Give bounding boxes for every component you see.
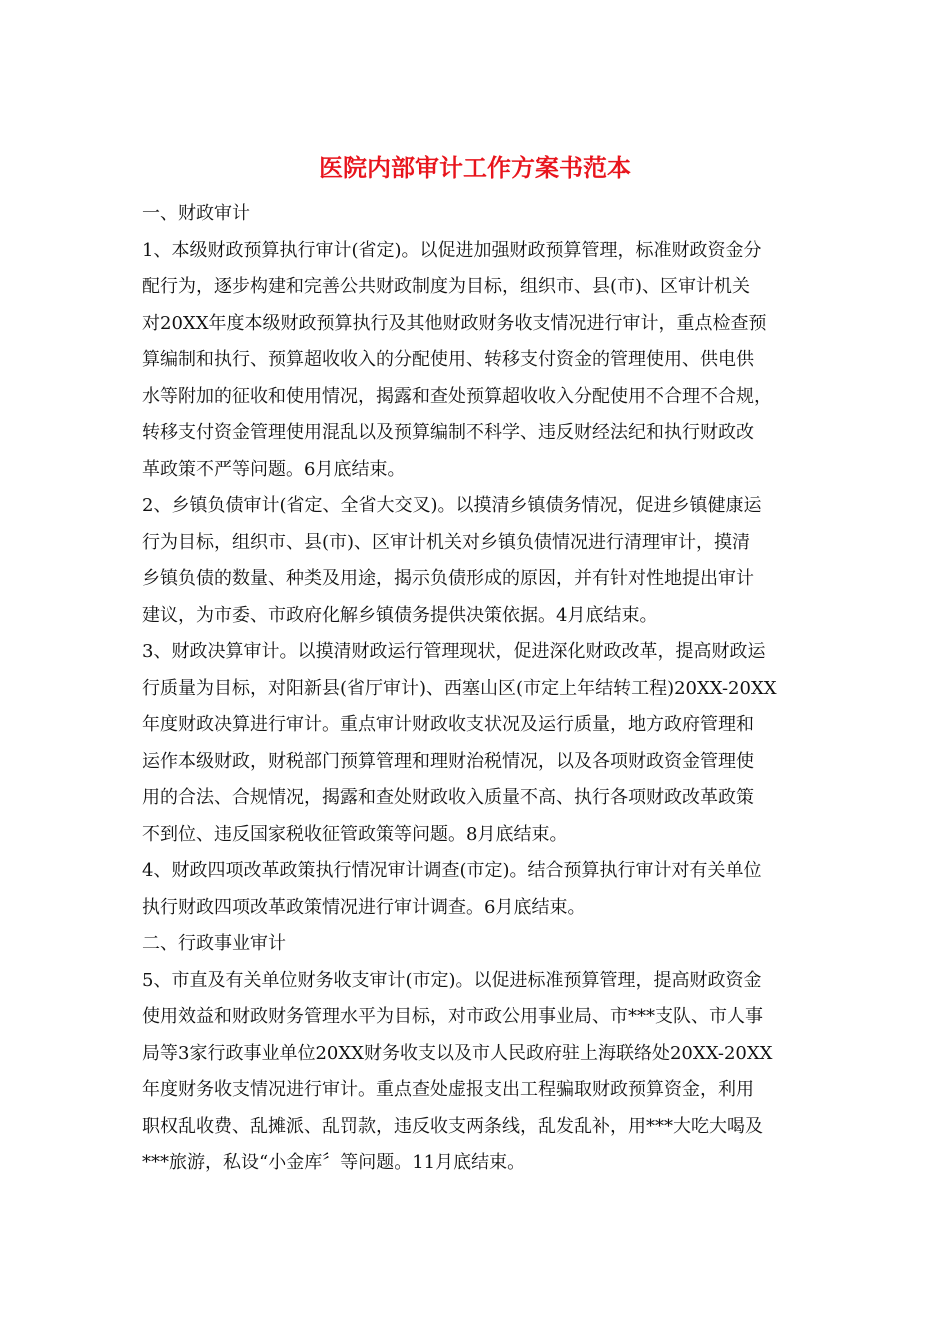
paragraph-line: 配行为，逐步构建和完善公共财政制度为目标，组织市、县(市)、区审计机关 xyxy=(142,276,751,297)
paragraph-line: 2、乡镇负债审计(省定、全省大交叉)。以摸清乡镇债务情况，促进乡镇健康运 xyxy=(142,495,762,516)
paragraph-line: 年度财政决算进行审计。重点审计财政收支状况及运行质量，地方政府管理和 xyxy=(142,714,754,735)
paragraph-line: 用的合法、合规情况，揭露和查处财政收入质量不高、执行各项财政改革政策 xyxy=(142,787,754,808)
section-heading: 二、行政事业审计 xyxy=(142,933,286,954)
paragraph-line: 职权乱收费、乱摊派、乱罚款，违反收支两条线，乱发乱补，用***大吃大喝及 xyxy=(142,1115,763,1137)
paragraph-line: 局等3家行政事业单位20XX财务收支以及市人民政府驻上海联络处20XX-20XX xyxy=(142,1042,773,1064)
paragraph-line: 算编制和执行、预算超收收入的分配使用、转移支付资金的管理使用、供电供 xyxy=(142,349,754,370)
document-body xyxy=(142,196,810,1182)
document-title: 医院内部审计工作方案书范本 xyxy=(319,153,631,182)
paragraph-line: 对20XX年度本级财政预算执行及其他财政财务收支情况进行审计，重点检查预 xyxy=(142,312,767,334)
paragraph-line: 运作本级财政，财税部门预算管理和理财治税情况，以及各项财政资金管理使 xyxy=(142,750,754,772)
paragraph-line: 革政策不严等问题。6月底结束。 xyxy=(142,458,406,480)
paragraph-line: 不到位、违反国家税收征管政策等问题。8月底结束。 xyxy=(142,823,568,845)
paragraph-line: 转移支付资金管理使用混乱以及预算编制不科学、违反财经法纪和执行财政改 xyxy=(142,422,754,443)
paragraph-line: 4、财政四项改革政策执行情况审计调查(市定)。结合预算执行审计对有关单位 xyxy=(142,860,762,881)
paragraph-line: 使用效益和财政财务管理水平为目标，对市政公用事业局、市***支队、市人事 xyxy=(142,1006,763,1027)
paragraph-line: 年度财务收支情况进行审计。重点查处虚报支出工程骗取财政预算资金，利用 xyxy=(142,1079,754,1100)
paragraph-line: 乡镇负债的数量、种类及用途，揭示负债形成的原因，并有针对性地提出审计 xyxy=(142,568,754,589)
paragraph-line: 行为目标，组织市、县(市)、区审计机关对乡镇负债情况进行清理审计，摸清 xyxy=(142,531,751,553)
paragraph-line: 1、本级财政预算执行审计(省定)。以促进加强财政预算管理，标准财政资金分 xyxy=(142,239,762,261)
paragraph-line: 水等附加的征收和使用情况，揭露和查处预算超收收入分配使用不合理不合规， xyxy=(142,385,772,407)
paragraph-line: 建议，为市委、市政府化解乡镇债务提供决策依据。4月底结束。 xyxy=(142,604,658,626)
paragraph-line: 执行财政四项改革政策情况进行审计调查。6月底结束。 xyxy=(142,896,586,918)
section-heading: 一、财政审计 xyxy=(142,203,250,224)
paragraph-line: 3、财政决算审计。以摸清财政运行管理现状，促进深化财政改革，提高财政运 xyxy=(142,641,766,662)
paragraph-line: 行质量为目标，对阳新县(省厅审计)、西塞山区(市定上年结转工程)20XX-20XX xyxy=(142,677,777,699)
paragraph-line: ***旅游，私设“小金库〞等问题。11月底结束。 xyxy=(142,1152,526,1173)
paragraph-line: 5、市直及有关单位财务收支审计(市定)。以促进标准预算管理，提高财政资金 xyxy=(142,969,762,991)
